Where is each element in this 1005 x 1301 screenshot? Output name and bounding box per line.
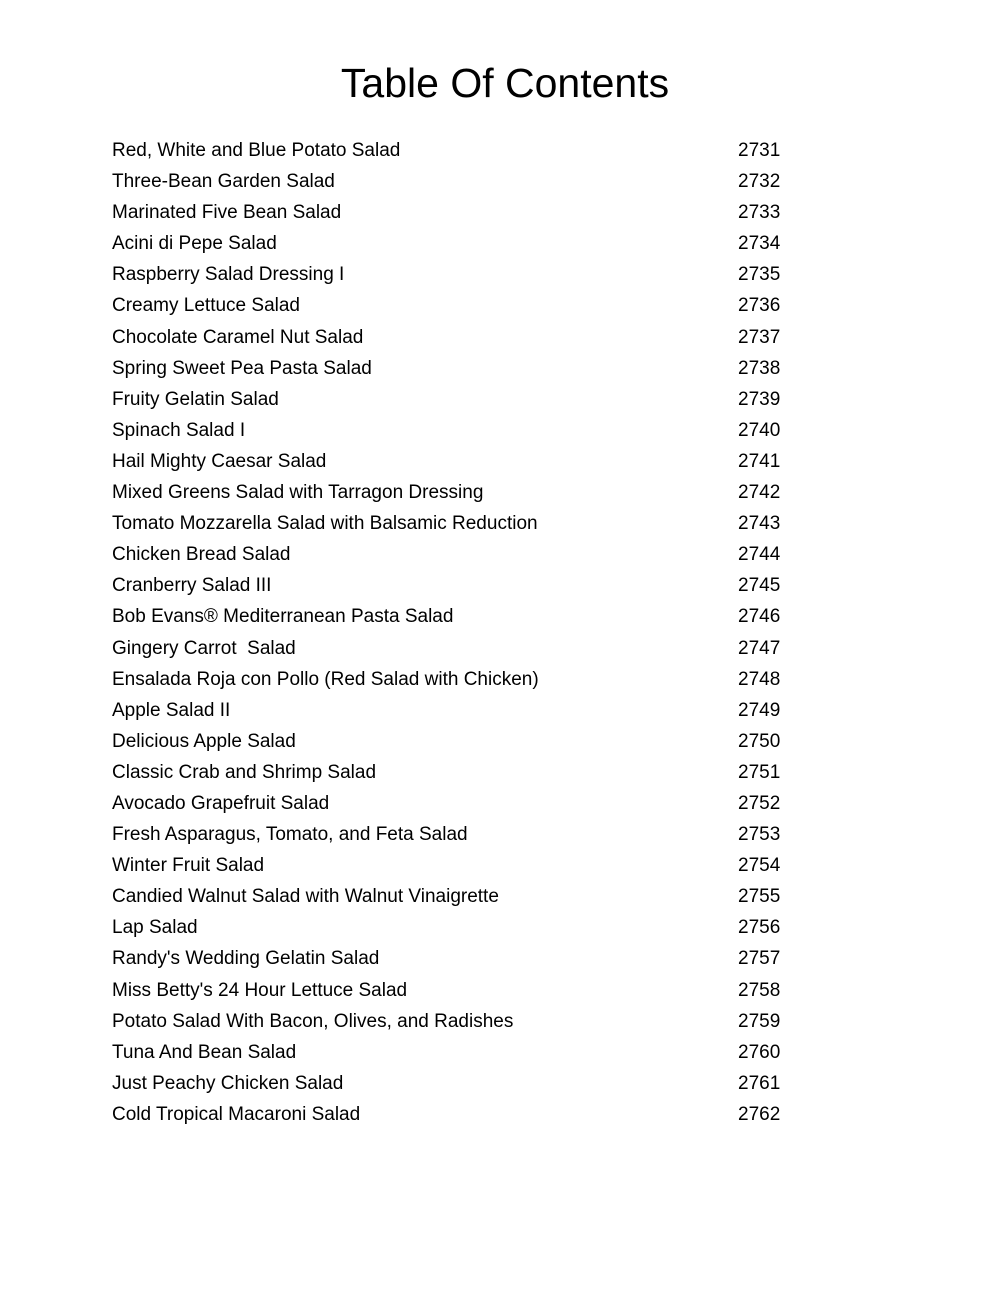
toc-entry-page: 2756 [738,917,781,939]
toc-entry-page: 2752 [738,792,781,814]
toc-entry-page: 2757 [738,948,781,970]
toc-entry-title: Cranberry Salad III [112,575,272,597]
toc-entry[interactable] [112,570,832,601]
toc-entry[interactable] [112,1099,832,1130]
toc-list [112,135,832,1130]
toc-entry-title: Bob Evans® Mediterranean Pasta Salad [112,606,454,628]
toc-entry[interactable] [112,166,832,197]
toc-entry-title: Miss Betty's 24 Hour Lettuce Salad [112,979,408,1001]
toc-entry-title: Spring Sweet Pea Pasta Salad [112,357,372,379]
toc-entry-title: Fresh Asparagus, Tomato, and Feta Salad [112,824,468,846]
toc-entry[interactable] [112,1068,832,1099]
toc-entry[interactable] [112,477,832,508]
toc-entry-page: 2741 [738,450,781,472]
toc-entry[interactable] [112,695,832,726]
toc-entry[interactable] [112,726,832,757]
toc-entry-page: 2732 [738,171,781,193]
toc-entry[interactable] [112,975,832,1006]
toc-entry[interactable] [112,322,832,353]
toc-entry-page: 2738 [738,357,781,379]
toc-entry-page: 2759 [738,1010,781,1032]
toc-entry-title: Hail Mighty Caesar Salad [112,450,327,472]
toc-entry-page: 2755 [738,886,781,908]
toc-entry[interactable] [112,415,832,446]
toc-entry-page: 2736 [738,295,781,317]
toc-entry-page: 2737 [738,326,781,348]
toc-entry-title: Tuna And Bean Salad [112,1041,297,1063]
toc-entry-page: 2761 [738,1072,781,1094]
page-title: Table Of Contents [340,60,670,106]
toc-entry-page: 2735 [738,264,781,286]
toc-entry[interactable] [112,601,832,632]
toc-entry-page: 2762 [738,1103,781,1125]
toc-entry-title: Raspberry Salad Dressing I [112,264,345,286]
toc-entry-title: Chocolate Caramel Nut Salad [112,326,364,348]
toc-entry-page: 2751 [738,761,781,783]
toc-entry-title: Marinated Five Bean Salad [112,202,342,224]
toc-entry-title: Acini di Pepe Salad [112,233,277,255]
toc-entry-title: Cold Tropical Macaroni Salad [112,1103,361,1125]
toc-entry[interactable] [112,135,832,166]
toc-entry-page: 2734 [738,233,781,255]
toc-entry-title: Fruity Gelatin Salad [112,388,279,410]
toc-entry[interactable] [112,664,832,695]
toc-entry-page: 2754 [738,855,781,877]
toc-entry-title: Tomato Mozzarella Salad with Balsamic Reduction [112,513,538,535]
toc-entry[interactable] [112,850,832,881]
toc-entry[interactable] [112,1037,832,1068]
toc-entry-page: 2760 [738,1041,781,1063]
toc-entry-title: Mixed Greens Salad with Tarragon Dressing [112,482,484,504]
toc-entry-page: 2731 [738,140,781,161]
toc-entry-page: 2742 [738,482,781,504]
toc-entry-title: Gingery Carrot Salad [112,637,296,659]
toc-entry-page: 2747 [738,637,781,659]
toc-entry-title: Just Peachy Chicken Salad [112,1072,344,1094]
toc-entry-title: Ensalada Roja con Pollo (Red Salad with Chicken) [112,668,539,690]
toc-entry-title: Delicious Apple Salad [112,730,296,752]
toc-entry-page: 2753 [738,824,781,846]
toc-entry-page: 2739 [738,388,781,410]
toc-entry-page: 2746 [738,606,781,628]
toc-entry-page: 2743 [738,513,781,535]
toc-entry[interactable] [112,912,832,943]
toc-entry[interactable] [112,290,832,321]
toc-entry[interactable] [112,197,832,228]
toc-entry[interactable] [112,881,832,912]
toc-entry-page: 2749 [738,699,781,721]
toc-entry-page: 2745 [738,575,781,597]
toc-entry-title: Creamy Lettuce Salad [112,295,300,317]
toc-entry[interactable] [112,508,832,539]
toc-entry[interactable] [112,757,832,788]
toc-entry[interactable] [112,633,832,664]
toc-entry[interactable] [112,353,832,384]
toc-entry-title: Red, White and Blue Potato Salad [112,140,401,161]
toc-entry-title: Winter Fruit Salad [112,855,265,877]
toc-entry-title: Spinach Salad I [112,419,246,441]
toc-entry-page: 2750 [738,730,781,752]
toc-entry-title: Lap Salad [112,917,198,939]
toc-entry[interactable] [112,259,832,290]
toc-entry-title: Classic Crab and Shrimp Salad [112,761,377,783]
toc-entry-title: Apple Salad II [112,699,231,721]
toc-entry-title: Randy's Wedding Gelatin Salad [112,948,380,970]
toc-entry[interactable] [112,788,832,819]
toc-entry-page: 2748 [738,668,781,690]
toc-entry-title: Candied Walnut Salad with Walnut Vinaigrette [112,886,499,908]
toc-entry[interactable] [112,384,832,415]
toc-entry-page: 2758 [738,979,781,1001]
toc-entry[interactable] [112,819,832,850]
toc-entry-title: Avocado Grapefruit Salad [112,792,330,814]
toc-entry-page: 2744 [738,544,781,566]
toc-entry[interactable] [112,943,832,974]
toc-entry[interactable] [112,539,832,570]
toc-entry-page: 2733 [738,202,781,224]
toc-entry-page: 2740 [738,419,781,441]
toc-entry-title: Potato Salad With Bacon, Olives, and Radishes [112,1010,514,1032]
toc-entry-title: Chicken Bread Salad [112,544,291,566]
toc-entry[interactable] [112,228,832,259]
toc-entry[interactable] [112,446,832,477]
toc-entry[interactable] [112,1006,832,1037]
toc-entry-title: Three-Bean Garden Salad [112,171,335,193]
